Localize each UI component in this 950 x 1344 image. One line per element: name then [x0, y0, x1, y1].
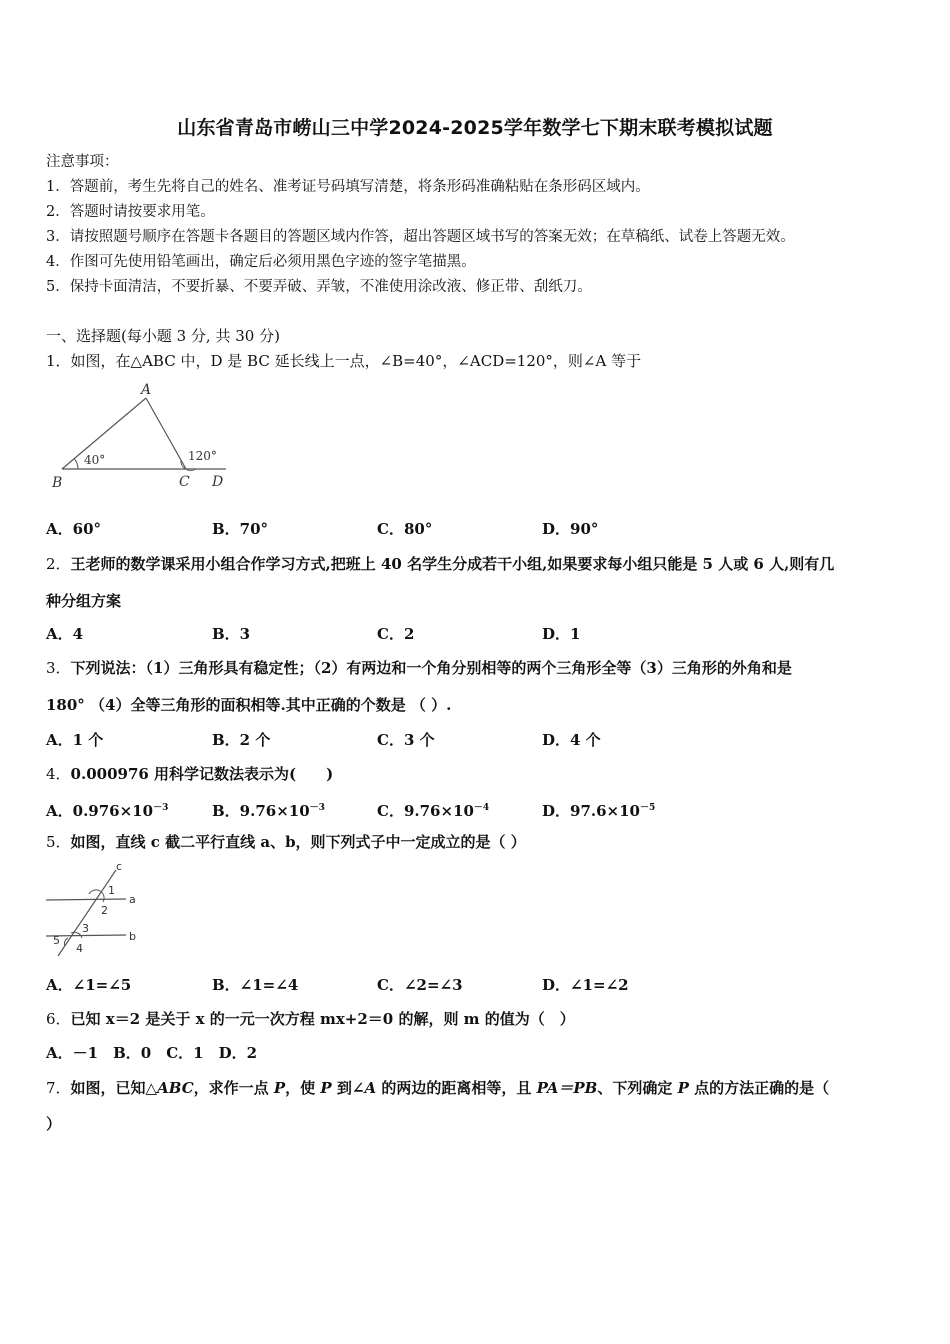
- question-text: 王老师的数学课采用小组合作学习方式,把班上 40 名学生分成若干小组,如果要求每小组只能是 5 人或 6 人,则有几: [70, 555, 835, 573]
- question-text: 、下列确定: [597, 1079, 678, 1097]
- vertex-b-label: B: [52, 475, 63, 491]
- option-b[interactable]: B．2 个: [212, 731, 271, 749]
- question-1: [46, 351, 641, 371]
- note-item-5: 5．保持卡面清洁，不要折暴、不要弄破、弄皱，不准使用涂改液、修正带、刮纸刀。: [46, 279, 592, 295]
- question-number: 7．: [46, 1079, 71, 1097]
- vertex-a-label: A: [141, 382, 152, 398]
- angle-name: A: [364, 1079, 377, 1097]
- question-3-line2: 180° （4）全等三角形的面积相等.其中正确的个数是 （ ）.: [46, 696, 452, 714]
- option-d[interactable]: D．4 个: [542, 731, 601, 749]
- label-a: a: [129, 893, 136, 906]
- option-base: B．9.76×10: [212, 802, 310, 820]
- point-p: P: [677, 1079, 689, 1097]
- q4-options: [46, 798, 926, 818]
- q3-options: [46, 730, 926, 750]
- question-text: ，求作一点: [193, 1079, 274, 1097]
- question-text: 如图，在△ABC 中，D 是 BC 延长线上一点，∠B=40°，∠ACD=120°，则∠A 等于: [70, 352, 642, 370]
- question-number: 3．: [46, 659, 71, 677]
- question-number: 1．: [46, 352, 71, 370]
- notes-heading: 注意事项：: [46, 154, 119, 170]
- label-1: 1: [108, 884, 115, 897]
- option-a[interactable]: A．∠1=∠5: [46, 976, 132, 994]
- angle-b-label: 40°: [84, 453, 106, 467]
- option-c[interactable]: [377, 798, 489, 821]
- option-exponent: －3: [153, 803, 169, 813]
- label-b: b: [129, 930, 136, 943]
- question-text: 的两边的距离相等，且: [376, 1079, 537, 1097]
- option-a[interactable]: [46, 798, 168, 821]
- option-c[interactable]: C．3 个: [377, 731, 435, 749]
- label-4: 4: [76, 942, 83, 955]
- vertex-c-label: C: [179, 474, 190, 490]
- q6-options[interactable]: A．－1 B．0 C．1 D．2: [46, 1044, 258, 1062]
- option-d[interactable]: D．∠1=∠2: [542, 976, 629, 994]
- option-c[interactable]: C．80°: [377, 520, 433, 538]
- label-5: 5: [53, 934, 60, 947]
- option-base: C．9.76×10: [377, 802, 474, 820]
- q2-options: [46, 624, 926, 644]
- label-3: 3: [82, 922, 89, 935]
- option-exponent: －5: [639, 803, 656, 813]
- question-text: 如图，已知△: [70, 1079, 158, 1097]
- option-b[interactable]: B．∠1=∠4: [212, 976, 299, 994]
- question-6: [46, 1009, 575, 1029]
- option-c[interactable]: C．2: [377, 625, 415, 643]
- question-text: 下列说法：（1）三角形具有稳定性；（2）有两边和一个角分别相等的两个三角形全等（3）三角形的外角和是: [70, 659, 792, 677]
- option-a[interactable]: A．1 个: [46, 731, 104, 749]
- option-base: D．97.6×10: [542, 802, 640, 820]
- question-7: [46, 1078, 829, 1098]
- note-item-2: 2．答题时请按要求用笔。: [46, 204, 215, 220]
- option-exponent: －3: [309, 803, 325, 813]
- option-b[interactable]: [212, 798, 325, 821]
- question-5: [46, 832, 526, 852]
- page-title: 山东省青岛市崂山三中学2024-2025学年数学七下期末联考模拟试题: [177, 117, 773, 139]
- question-text: 0.000976 用科学记数法表示为( ): [70, 765, 334, 783]
- side-ac: [146, 398, 186, 469]
- option-b[interactable]: B．3: [212, 625, 251, 643]
- option-d[interactable]: D．90°: [542, 520, 599, 538]
- question-7-line2: ）: [46, 1115, 62, 1133]
- q5-options: [46, 975, 926, 995]
- angle-acd-label: 120°: [188, 449, 217, 463]
- question-2: [46, 554, 834, 574]
- note-item-4: 4．作图可先使用铅笔画出，确定后必须用黑色字迹的签字笔描黑。: [46, 254, 476, 270]
- triangle-figure: [44, 378, 234, 493]
- option-d[interactable]: [542, 798, 655, 821]
- option-c[interactable]: C．∠2=∠3: [377, 976, 463, 994]
- question-number: 6．: [46, 1010, 71, 1028]
- note-item-3: 3．请按照题号顺序在答题卡各题目的答题区域内作答，超出答题区域书写的答案无效；在草稿纸、试卷上答题无效。: [46, 229, 795, 245]
- label-2: 2: [101, 904, 108, 917]
- triangle-name: ABC: [157, 1079, 194, 1097]
- question-number: 2．: [46, 555, 71, 573]
- question-number: 4．: [46, 765, 71, 783]
- note-item-1: 1．答题前，考生先将自己的姓名、准考证号码填写清楚，将条形码准确粘贴在条形码区域内。: [46, 179, 650, 195]
- point-p: P: [320, 1079, 332, 1097]
- option-a[interactable]: A．60°: [46, 520, 102, 538]
- question-text: 到∠: [331, 1079, 365, 1097]
- question-text: 如图，直线 c 截二平行直线 a、b，则下列式子中一定成立的是（ ）: [70, 833, 526, 851]
- angle-b-arc: [74, 459, 78, 469]
- section-heading: 一、选择题(每小题 3 分, 共 30 分): [46, 327, 280, 345]
- option-b[interactable]: B．70°: [212, 520, 269, 538]
- point-p: P: [273, 1079, 286, 1097]
- question-text: 已知 x＝2 是关于 x 的一元一次方程 mx+2＝0 的解，则 m 的值为（ ）: [70, 1010, 575, 1028]
- option-exponent: －4: [473, 803, 490, 813]
- q1-options: [46, 519, 926, 539]
- point-d-label: D: [212, 474, 224, 490]
- question-4: [46, 764, 333, 784]
- question-number: 5．: [46, 833, 71, 851]
- question-2-line2: 种分组方案: [46, 592, 122, 610]
- line-a: [46, 899, 126, 900]
- question-text: 点的方法正确的是（: [688, 1079, 830, 1097]
- angle-1-arc: [89, 890, 104, 902]
- question-text: ，使: [285, 1079, 321, 1097]
- option-a[interactable]: A．4: [46, 625, 84, 643]
- label-c: c: [116, 860, 123, 873]
- option-d[interactable]: D．1: [542, 625, 581, 643]
- equation: PA＝PB: [536, 1079, 598, 1097]
- question-3: [46, 658, 792, 678]
- parallel-lines-figure: [44, 860, 144, 960]
- option-base: A．0.976×10: [46, 802, 154, 820]
